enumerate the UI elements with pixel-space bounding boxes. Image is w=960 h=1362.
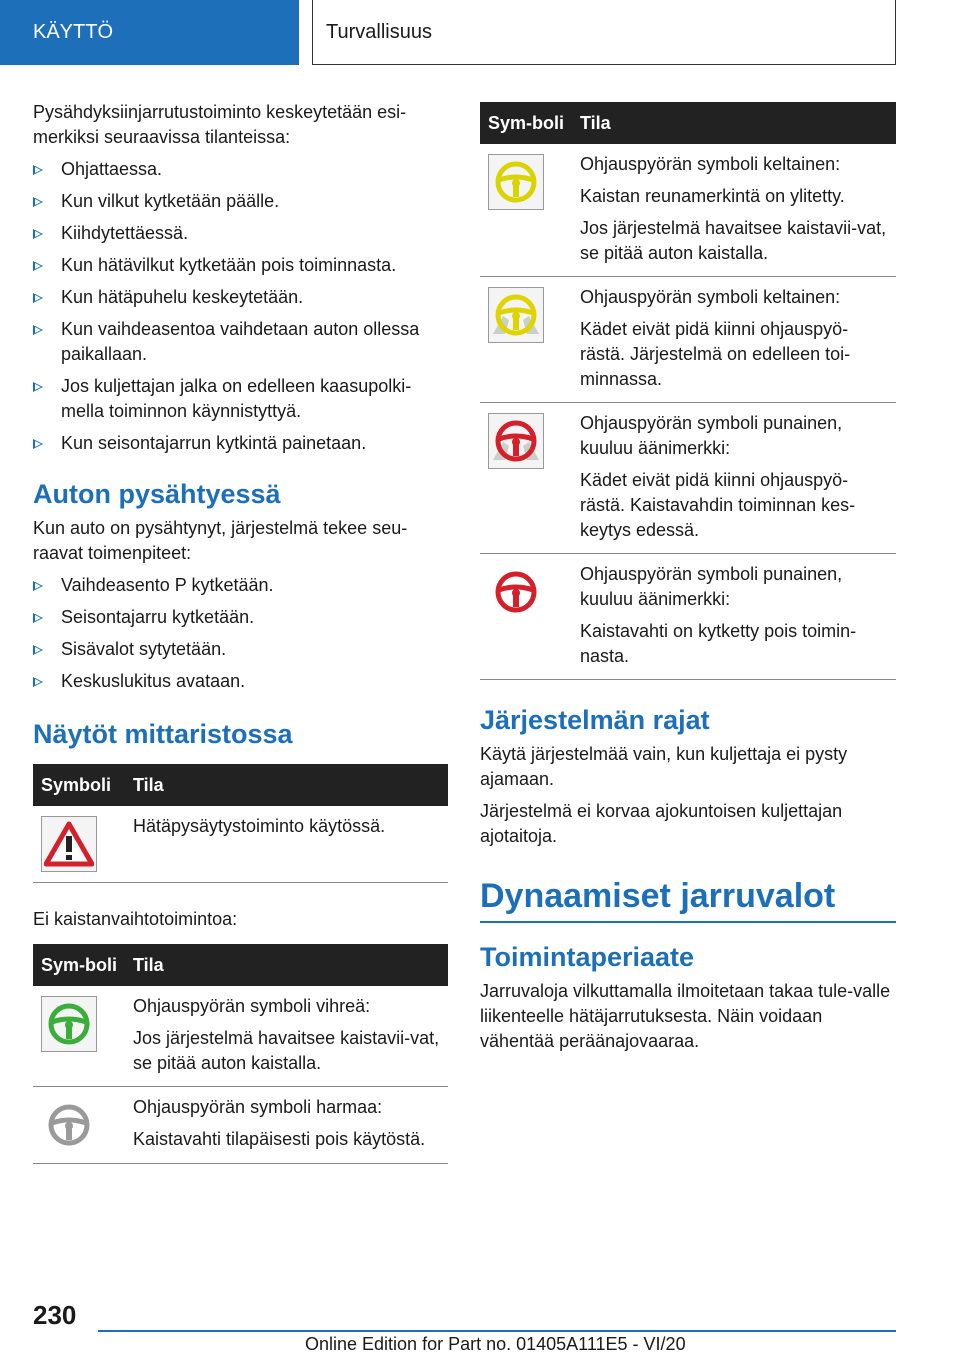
state-text: Ohjauspyörän symboli harmaa: xyxy=(133,1097,383,1117)
list-item xyxy=(33,285,448,310)
section-tab xyxy=(0,0,299,65)
column-header: Tila xyxy=(125,764,448,806)
list-item-text: Kun hätäpuhelu keskeytetään. xyxy=(61,287,304,307)
triangle-bullet-icon xyxy=(33,229,43,239)
stop-intro: Kun auto on pysähtynyt, järjestelmä tekee seu-raavat toimenpiteet: xyxy=(33,518,408,563)
list-item-text: Keskuslukitus avataan. xyxy=(61,671,246,691)
intro-paragraph: Pysähdyksiinjarrutustoiminto keskeytetään esi-merkiksi seuraavissa tilanteissa: xyxy=(33,102,407,147)
list-item-text: Jos kuljettajan jalka on edelleen kaasupolki-mella toiminnon käynnistyttyä. xyxy=(61,376,412,421)
state-text: Kaistan reunamerkintä on ylitetty. xyxy=(580,186,845,206)
triangle-bullet-icon xyxy=(33,645,43,655)
heading-instrument-displays: Näytöt mittaristossa xyxy=(33,719,293,749)
symbol-cell xyxy=(480,277,572,403)
state-text: Kädet eivät pidä kiinni ohjauspyö-rästä. Järjestelmä on edelleen toi-minnassa. xyxy=(580,319,851,389)
state-text: Kädet eivät pidä kiinni ohjauspyö-rästä. Kaistavahdin toiminnan kes-keytys edessä. xyxy=(580,470,856,540)
symbol-table-emergency xyxy=(33,764,448,883)
triangle-bullet-icon xyxy=(33,293,43,303)
column-header: Tila xyxy=(572,102,896,144)
symbol-cell xyxy=(33,986,125,1087)
heading-vehicle-stopped: Auton pysähtyessä xyxy=(33,479,281,509)
limits-paragraph-2: Järjestelmä ei korvaa ajokuntoisen kuljettajan ajotaitoja. xyxy=(480,801,843,846)
steering-wheel-red-icon xyxy=(488,564,544,620)
table-row xyxy=(480,554,896,680)
state-text: Ohjauspyörän symboli vihreä: xyxy=(133,996,371,1016)
list-item xyxy=(33,573,448,598)
list-item xyxy=(33,605,448,630)
symbol-cell xyxy=(33,806,125,883)
state-text: Hätäpysäytystoiminto käytössä. xyxy=(133,816,386,836)
symbol-cell xyxy=(480,554,572,680)
list-item-text: Ohjattaessa. xyxy=(61,159,163,179)
list-item-text: Sisävalot sytytetään. xyxy=(61,639,227,659)
edition-note: Online Edition for Part no. 01405A111E5 - VI/20 xyxy=(305,1334,686,1354)
symbol-table-lane-warning xyxy=(480,102,896,680)
table-header-row xyxy=(33,764,448,806)
state-text: Jos järjestelmä havaitsee kaistavii-vat, se pitää auton kaistalla. xyxy=(580,218,887,263)
list-item xyxy=(33,317,448,367)
principle-paragraph: Jarruvaloja vilkuttamalla ilmoitetaan takaa tule-valle liikenteelle hätäjarrutuksesta. Näin voidaan vähentää peräänajovaaraa. xyxy=(480,981,891,1051)
list-item xyxy=(33,669,448,694)
list-item-text: Kun vilkut kytketään päälle. xyxy=(61,191,280,211)
footer-rule xyxy=(98,1330,896,1332)
list-item-text: Kun seisontajarrun kytkintä painetaan. xyxy=(61,433,367,453)
list-item xyxy=(33,189,448,214)
warning-triangle-icon xyxy=(41,816,97,872)
list-item-text: Kiihdytettäessä. xyxy=(61,223,189,243)
list-item xyxy=(33,431,448,456)
column-header: Tila xyxy=(125,944,448,986)
list-item xyxy=(33,157,448,182)
list-item-text: Seisontajarru kytketään. xyxy=(61,607,255,627)
table-header-row xyxy=(33,944,448,986)
list-item xyxy=(33,221,448,246)
list-item xyxy=(33,253,448,278)
left-column xyxy=(33,100,448,1164)
state-cell xyxy=(572,554,896,680)
steering-wheel-grey-icon xyxy=(41,1097,97,1153)
table-row xyxy=(480,277,896,403)
list-item xyxy=(33,637,448,662)
state-cell xyxy=(572,144,896,277)
state-cell xyxy=(125,986,448,1087)
table-row xyxy=(33,986,448,1087)
state-cell xyxy=(125,806,448,883)
column-header: Sym-boli xyxy=(33,944,125,986)
heading-dynamic-brake-lights: Dynaamiset jarruvalot xyxy=(480,875,896,923)
state-text: Kaistavahti tilapäisesti pois käytöstä. xyxy=(133,1129,426,1149)
table-row xyxy=(33,1087,448,1164)
state-text: Ohjauspyörän symboli punainen, kuuluu äänimerkki: xyxy=(580,413,843,458)
list-item-text: Kun hätävilkut kytketään pois toiminnasta. xyxy=(61,255,397,275)
table-row xyxy=(480,144,896,277)
state-text: Kaistavahti on kytketty pois toimin-nasta. xyxy=(580,621,857,666)
list-item-text: Kun vaihdeasentoa vaihdetaan auton ollessa paikallaan. xyxy=(61,319,420,364)
steering-wheel-yellow-icon xyxy=(488,154,544,210)
state-cell xyxy=(572,403,896,554)
section-label: KÄYTTÖ xyxy=(33,21,114,43)
state-cell xyxy=(572,277,896,403)
table-row xyxy=(33,806,448,883)
steering-wheel-red-hands-icon xyxy=(488,413,544,469)
triangle-bullet-icon xyxy=(33,382,43,392)
stop-actions-list xyxy=(33,573,448,694)
steering-wheel-green-icon xyxy=(41,996,97,1052)
symbol-cell xyxy=(480,144,572,277)
triangle-bullet-icon xyxy=(33,677,43,687)
table-header-row xyxy=(480,102,896,144)
list-item-text: Vaihdeasento P kytketään. xyxy=(61,575,274,595)
heading-functional-principle: Toimintaperiaate xyxy=(480,942,695,972)
column-header: Sym-boli xyxy=(480,102,572,144)
symbol-table-lane-keeping xyxy=(33,944,448,1164)
triangle-bullet-icon xyxy=(33,439,43,449)
triangle-bullet-icon xyxy=(33,197,43,207)
heading-system-limits: Järjestelmän rajat xyxy=(480,705,710,735)
no-lane-change-label: Ei kaistanvaihtotoimintoa: xyxy=(33,909,238,929)
triangle-bullet-icon xyxy=(33,325,43,335)
state-text: Jos järjestelmä havaitsee kaistavii-vat, se pitää auton kaistalla. xyxy=(133,1028,440,1073)
table-row xyxy=(480,403,896,554)
steering-wheel-yellow-hands-icon xyxy=(488,287,544,343)
chapter-header xyxy=(312,0,896,65)
state-text: Ohjauspyörän symboli keltainen: xyxy=(580,287,841,307)
list-item xyxy=(33,374,448,424)
state-text: Ohjauspyörän symboli keltainen: xyxy=(580,154,841,174)
interrupt-conditions-list xyxy=(33,157,448,456)
right-column xyxy=(480,102,896,1061)
triangle-bullet-icon xyxy=(33,165,43,175)
symbol-cell xyxy=(33,1087,125,1164)
state-text: Ohjauspyörän symboli punainen, kuuluu äänimerkki: xyxy=(580,564,843,609)
column-header: Symboli xyxy=(33,764,125,806)
triangle-bullet-icon xyxy=(33,261,43,271)
symbol-cell xyxy=(480,403,572,554)
chapter-title: Turvallisuus xyxy=(326,20,432,43)
triangle-bullet-icon xyxy=(33,581,43,591)
limits-paragraph-1: Käytä järjestelmää vain, kun kuljettaja ei pysty ajamaan. xyxy=(480,744,848,789)
state-cell xyxy=(125,1087,448,1164)
page-number: 230 xyxy=(33,1300,77,1330)
triangle-bullet-icon xyxy=(33,613,43,623)
